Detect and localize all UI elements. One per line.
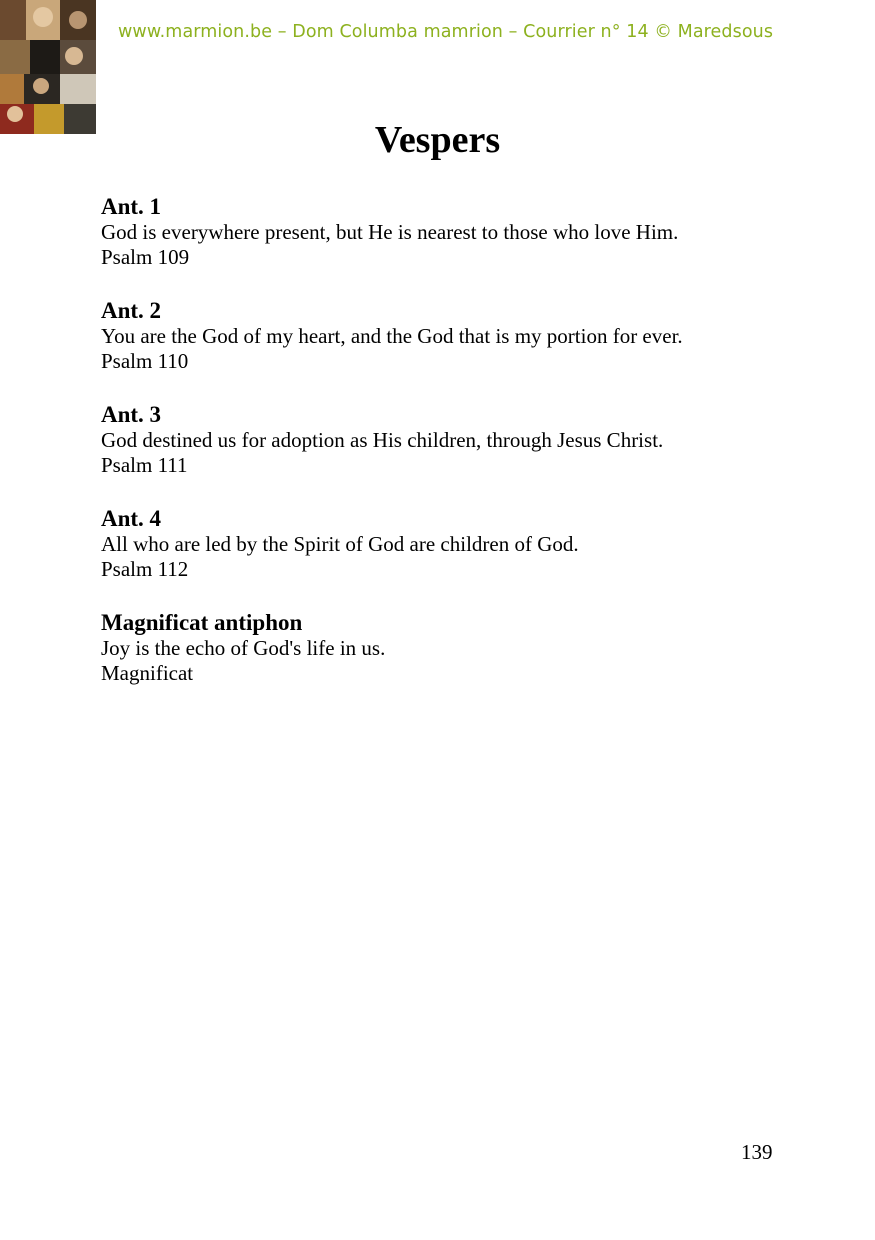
magnificat-section	[101, 609, 801, 686]
antiphon-heading: Magnificat antiphon	[101, 610, 303, 635]
antiphon-heading: Ant. 2	[101, 298, 162, 323]
antiphon-text: God is everywhere present, but He is nearest to those who love Him.	[101, 220, 679, 244]
antiphon-heading: Ant. 1	[101, 194, 162, 219]
antiphon-heading: Ant. 3	[101, 402, 162, 427]
antiphon-section-2	[101, 297, 801, 374]
antiphon-text: You are the God of my heart, and the God that is my portion for ever.	[101, 324, 683, 348]
portrait-collage-image	[0, 0, 96, 134]
vespers-content	[101, 193, 801, 713]
psalm-reference: Psalm 109	[101, 245, 190, 269]
psalm-reference: Psalm 111	[101, 453, 188, 477]
antiphon-text: All who are led by the Spirit of God are children of God.	[101, 532, 579, 556]
psalm-reference: Magnificat	[101, 661, 194, 685]
psalm-reference: Psalm 110	[101, 349, 189, 373]
antiphon-section-1	[101, 193, 801, 270]
antiphon-section-4	[101, 505, 801, 582]
antiphon-section-3	[101, 401, 801, 478]
antiphon-text: Joy is the echo of God's life in us.	[101, 636, 386, 660]
antiphon-text: God destined us for adoption as His children, through Jesus Christ.	[101, 428, 664, 452]
header-copyright-line: www.marmion.be – Dom Columba mamrion – Courrier n° 14 © Maredsous	[118, 22, 774, 42]
antiphon-heading: Ant. 4	[101, 506, 162, 531]
page-title: Vespers	[374, 119, 501, 161]
psalm-reference: Psalm 112	[101, 557, 189, 581]
page-number: 139	[741, 1140, 773, 1164]
